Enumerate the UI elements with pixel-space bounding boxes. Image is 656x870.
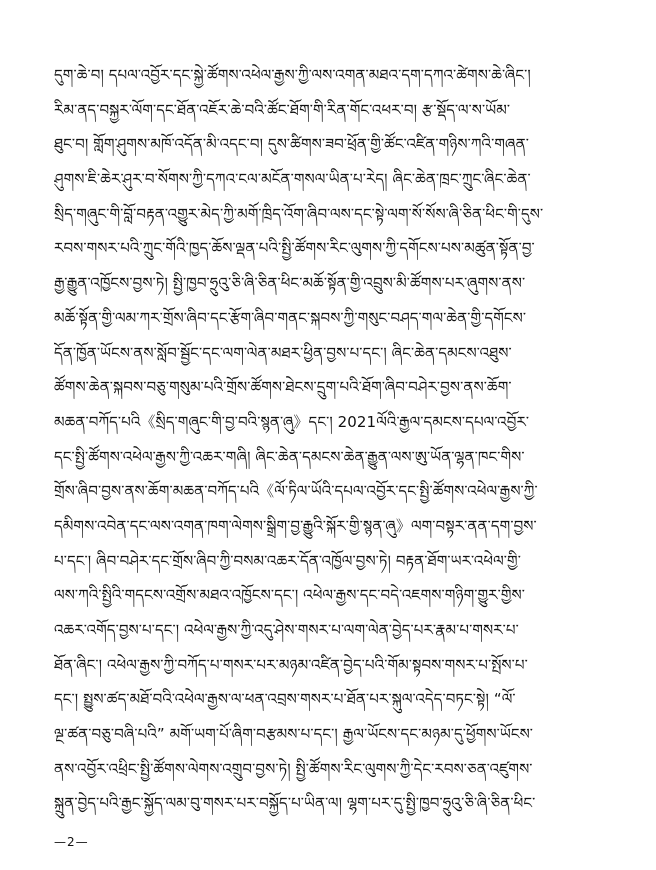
- body-text: [54, 58, 620, 821]
- text-line: མཆན་བཀོད་པའི《སྲིད་གཞུང་གི་བྱ་བའི་སྙན་ཞུ》དང་། 2021ལོའི་རྒྱལ་དམངས་དཔལ་འབྱོར་: [54, 412, 530, 431]
- text-line: རིམ་ནད་བསྐྱར་ལོག་དང་ཐོན་འཇོར་ཆེ་བའི་ཚོང་ཐོག་གི་རིན་གོང་འཕར་བ། རྩ་སྡོད་ལ་ས་ཡོམ་: [54, 100, 511, 119]
- text-line: ཚོགས་ཆེན་སྐབས་བཅུ་གསུམ་པའི་གྲོས་ཚོགས་ཐེངས་དྲུག་པའི་ཐོག་ཞིབ་བཤེར་བྱས་ནས་ཆོག་: [54, 378, 512, 397]
- text-line: པ་དང་། ཞིབ་བཤེར་དང་གྲོས་ཞིབ་ཀྱི་བསམ་འཆར་དོན་འཁྱོལ་བྱས་ཏེ། བརྟན་ཐོག་ཡར་འཕེལ་གྱི་: [54, 551, 521, 570]
- page-number: —2—: [54, 835, 89, 849]
- text-line: དོན་ཁྱོན་ཡོངས་ནས་སློབ་སྦྱོང་དང་ལག་ལེན་མཐར་ཕྱིན་བྱས་པ་དང་། ཞིང་ཆེན་དམངས་འཐུས་: [54, 343, 512, 362]
- document-page: [54, 58, 620, 848]
- text-line: རྒྱ་རྒྱུན་འཁྱོངས་བྱས་ཏེ། སྤྱི་ཁྱབ་ཧྲུའུ་ཅི་ཞི་ཅིན་ཕིང་མཆོ་སྟོན་གྱི་འབྲུས་མི་ཚོགས་པར་ཞུགས་ནས་: [54, 274, 526, 293]
- text-line: སྲིད་གཞུང་གི་བློ་བརྟན་འགྱུར་མེད་ཀྱི་མགོ་ཁྲིད་འོག་ཞིབ་ལས་དང་སྟེ་ལག་སོ་སོས་ཞི་ཅིན་ཕིང་གི་དུས་: [54, 204, 544, 223]
- text-line: འཆར་འགོད་བྱས་པ་དང་། འཕེལ་རྒྱས་ཀྱི་འདུ་ཤེས་གསར་པ་ལག་ལེན་བྱེད་པར་རྣམ་པ་གསར་པ་: [54, 621, 519, 639]
- text-line: ལྔ་ཚན་བཅུ་བཞི་པའི” མགོ་ཡག་པོ་ཞིག་བརྩམས་པ་དང་། རྒྱལ་ཡོངས་དང་མཉམ་དུ་ཕྱོགས་ཡོངས་: [54, 725, 534, 744]
- text-line: ཐུང་བ། གློག་ཤུགས་མཁོ་འདོན་མི་འདང་བ། དུས་ཚིགས་ཟབ་ཕྲོན་གྱི་ཚོང་འཛིན་གཉིས་ཀའི་གཞན་: [54, 135, 529, 154]
- text-line: དམིགས་འབེན་དང་ལས་འགན་ཁག་ལེགས་སྒྲིག་བྱ་རྒྱུའི་སྐོར་གྱི་སྙན་ཞུ》ལག་བསྟར་ནན་དག་བྱས་: [54, 516, 537, 535]
- text-line: གྲོས་ཞིབ་བྱས་ནས་ཆོག་མཆན་བཀོད་པའི《ལོ་ཏིལ་ཡོའི་དཔལ་འབྱོར་དང་སྤྱི་ཚོགས་འཕེལ་རྒྱས་ཀྱི་: [54, 482, 538, 501]
- text-line: དུག་ཆེ་བ། དཔལ་འབྱོར་དང་སྐྱེ་ཚོགས་འཕེལ་རྒྱས་ཀྱི་ལས་འགན་མཐའ་དག་དཀའ་ཚེགས་ཆེ་ཞིང་།: [54, 66, 531, 84]
- text-line: ནས་འབྱོར་འཕྲིང་སྤྱི་ཚོགས་ལེགས་འགྲུབ་བྱས་ཏེ། སྤྱི་ཚོགས་རིང་ལུགས་ཀྱི་དེང་རབས་ཅན་འཛུགས་: [54, 759, 533, 778]
- text-line: ཤུགས་ཇི་ཆེར་ཤུར་བ་སོགས་ཀྱི་དཀའ་ངལ་མངོན་གསལ་ཡིན་པ་རེད། ཞིང་ཆེན་ཁྲང་ཀྲུང་ཞིང་ཆེན་: [54, 170, 531, 189]
- text-line: ཐོན་ཞིང་། འཕེལ་རྒྱས་ཀྱི་བཀོད་པ་གསར་པར་མཉམ་འཛིན་བྱེད་པའི་གོམ་སྟབས་གསར་པ་སྤོས་པ་: [54, 655, 528, 674]
- text-line: དང་སྤྱི་ཚོགས་འཕེལ་རྒྱས་ཀྱི་འཆར་གཞི། ཞིང་ཆེན་དམངས་ཆེན་རྒྱུན་ལས་ཨུ་ཡོན་ལྷན་ཁང་གིས་: [54, 447, 525, 466]
- text-line: དང་། སྤྱུས་ཚད་མཐོ་བའི་འཕེལ་རྒྱས་ལ་ཕན་འབྲས་གསར་པ་ཐོན་པར་སྐུལ་འདེད་བཏང་སྟེ། “ལོ་: [54, 690, 516, 709]
- text-line: མཆོ་སྟོན་གྱི་ལམ་ཀར་གྲོས་ཞིབ་དང་རྩོག་ཞིབ་གནང་སྐབས་ཀྱི་གསུང་བཤད་གལ་ཆེན་གྱི་དགོངས་: [54, 308, 527, 327]
- text-line: ལས་ཀའི་སྤྱིའི་གདངས་འགྲོས་མཐའ་འཁྱོངས་དང་། འཕེལ་རྒྱས་དང་བདེ་འཇགས་གཉིག་གྱུར་གྱིས་: [54, 586, 525, 605]
- text-line: རབས་གསར་པའི་ཀྲུང་གོའི་ཁྱད་ཆོས་ལྡན་པའི་སྤྱི་ཚོགས་རིང་ལུགས་ཀྱི་དགོངས་པས་མཚུན་སྟོན་བྱ་: [54, 239, 535, 258]
- text-line: སྐྲུན་བྱེད་པའི་རྒྱང་སྐྱོད་ལམ་བུ་གསར་པར་བསྐྱོད་པ་ཡིན་ལ། ལྷག་པར་དུ་སྤྱི་ཁྱབ་ཧྲུའུ་ཅི་ཞི་ཅིན་ཕིང་: [54, 794, 536, 813]
